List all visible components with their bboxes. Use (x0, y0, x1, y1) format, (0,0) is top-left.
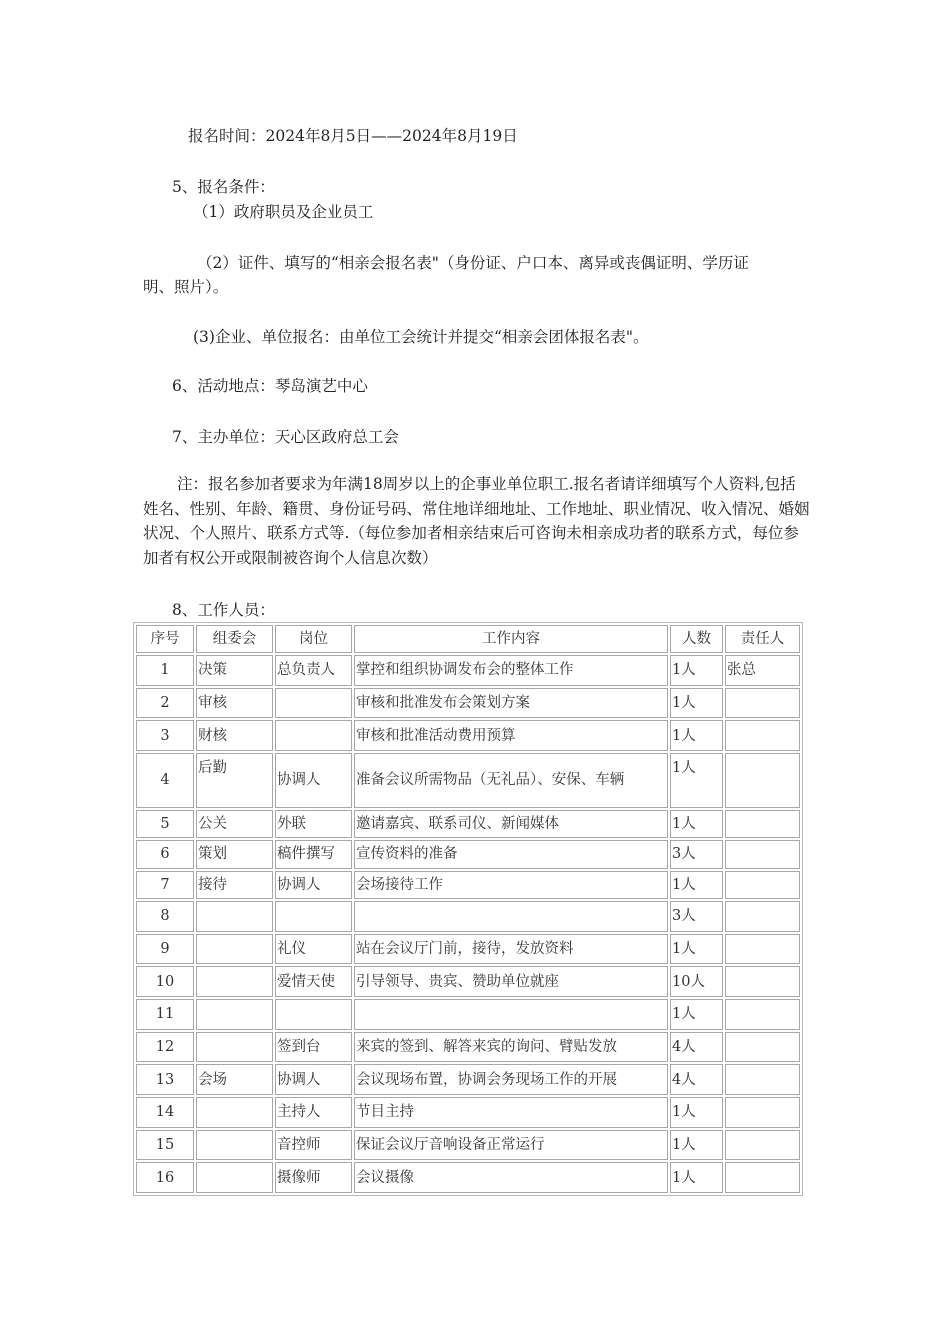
table-row (136, 655, 800, 686)
cell-committee (196, 934, 273, 965)
cell-post: 协调人 (275, 753, 352, 808)
cell-owner (725, 1064, 800, 1095)
cell-committee: 财核 (196, 720, 273, 751)
cell-content: 邀请嘉宾、联系司仪、新闻媒体 (354, 810, 668, 838)
table-row (136, 1130, 800, 1161)
cell-content (354, 999, 668, 1030)
table-row (136, 1064, 800, 1095)
header-owner: 责任人 (725, 625, 800, 653)
cell-no: 16 (136, 1162, 194, 1193)
cell-post: 主持人 (275, 1097, 352, 1128)
table-row (136, 934, 800, 965)
section5-item1: （1）政府职员及企业员工 (193, 203, 374, 221)
cell-content: 掌控和组织协调发布会的整体工作 (354, 655, 668, 686)
section5-item3: (3)企业、单位报名：由单位工会统计并提交“相亲会团体报名表"。 (193, 328, 649, 346)
cell-no: 7 (136, 871, 194, 899)
cell-count: 1人 (670, 720, 723, 751)
cell-committee (196, 1032, 273, 1063)
header-committee: 组委会 (196, 625, 273, 653)
cell-committee: 策划 (196, 840, 273, 868)
cell-post: 签到台 (275, 1032, 352, 1063)
cell-owner (725, 840, 800, 868)
cell-no: 9 (136, 934, 194, 965)
cell-post: 爱情天使 (275, 966, 352, 997)
table-row (136, 1097, 800, 1128)
cell-committee: 会场 (196, 1064, 273, 1095)
cell-post (275, 688, 352, 719)
cell-count: 1人 (670, 753, 723, 808)
cell-owner (725, 1162, 800, 1193)
table-row (136, 966, 800, 997)
cell-post (275, 720, 352, 751)
cell-post: 协调人 (275, 871, 352, 899)
cell-content: 会议现场布置，协调会务现场工作的开展 (354, 1064, 668, 1095)
cell-no: 10 (136, 966, 194, 997)
registration-time: 报名时间：2024年8月5日——2024年8月19日 (188, 127, 518, 145)
cell-post (275, 999, 352, 1030)
cell-owner (725, 871, 800, 899)
table-row (136, 720, 800, 751)
cell-owner (725, 901, 800, 932)
cell-no: 15 (136, 1130, 194, 1161)
cell-count: 3人 (670, 840, 723, 868)
cell-count: 1人 (670, 655, 723, 686)
header-count: 人数 (670, 625, 723, 653)
cell-committee: 公关 (196, 810, 273, 838)
cell-committee (196, 1130, 273, 1161)
table-row (136, 1162, 800, 1193)
table-row (136, 840, 800, 868)
cell-no: 11 (136, 999, 194, 1030)
cell-owner (725, 999, 800, 1030)
cell-committee: 接待 (196, 871, 273, 899)
cell-content: 节目主持 (354, 1097, 668, 1128)
cell-committee (196, 999, 273, 1030)
cell-count: 1人 (670, 934, 723, 965)
header-content: 工作内容 (354, 625, 668, 653)
staff-table (133, 622, 803, 1196)
cell-post: 稿件撰写 (275, 840, 352, 868)
cell-no: 3 (136, 720, 194, 751)
cell-no: 4 (136, 753, 194, 808)
section5-title: 5、报名条件： (172, 178, 275, 196)
cell-no: 2 (136, 688, 194, 719)
table-row (136, 810, 800, 838)
cell-no: 1 (136, 655, 194, 686)
section6-venue: 6、活动地点：琴岛演艺中心 (172, 377, 368, 395)
cell-content: 会议摄像 (354, 1162, 668, 1193)
cell-count: 4人 (670, 1032, 723, 1063)
cell-post: 摄像师 (275, 1162, 352, 1193)
cell-count: 4人 (670, 1064, 723, 1095)
cell-post (275, 901, 352, 932)
cell-committee: 决策 (196, 655, 273, 686)
table-header-row (136, 625, 800, 653)
cell-content: 准备会议所需物品（无礼品）、安保、车辆 (354, 753, 668, 808)
cell-committee (196, 1162, 273, 1193)
note-paragraph: 注：报名参加者要求为年满18周岁以上的企事业单位职工.报名者请详细填写个人资料,包括姓名、性别、年龄、籍贯、身份证号码、常住地详细地址、工作地址、职业情况、收入情况、婚姻状况、个人照片、联系方式等.（每位参加者相亲结束后可咨询未相亲成功者的联系方式，每位参加者有权公开或限制被咨询个人信息次数） (143, 475, 810, 567)
cell-no: 14 (136, 1097, 194, 1128)
section7-organizer: 7、主办单位：天心区政府总工会 (172, 428, 399, 446)
cell-count: 1人 (670, 1097, 723, 1128)
cell-owner (725, 966, 800, 997)
cell-content: 审核和批准活动费用预算 (354, 720, 668, 751)
cell-content: 宣传资料的准备 (354, 840, 668, 868)
table-row (136, 1032, 800, 1063)
cell-post: 协调人 (275, 1064, 352, 1095)
cell-content: 保证会议厅音响设备正常运行 (354, 1130, 668, 1161)
cell-owner: 张总 (725, 655, 800, 686)
table-row (136, 999, 800, 1030)
cell-content: 来宾的签到、解答来宾的询问、臂贴发放 (354, 1032, 668, 1063)
cell-committee (196, 1097, 273, 1128)
cell-committee: 后勤 (196, 753, 273, 808)
cell-post: 外联 (275, 810, 352, 838)
cell-no: 8 (136, 901, 194, 932)
cell-committee: 审核 (196, 688, 273, 719)
cell-owner (725, 753, 800, 808)
header-no: 序号 (136, 625, 194, 653)
cell-committee (196, 966, 273, 997)
section5-item2-line2: 明、照片）。 (143, 278, 229, 296)
section5-item2-line1: （2）证件、填写的“相亲会报名表"（身份证、户口本、离异或丧偶证明、学历证 (197, 254, 749, 272)
table-row (136, 871, 800, 899)
cell-count: 1人 (670, 810, 723, 838)
cell-count: 3人 (670, 901, 723, 932)
cell-count: 1人 (670, 871, 723, 899)
cell-count: 10人 (670, 966, 723, 997)
cell-content: 审核和批准发布会策划方案 (354, 688, 668, 719)
cell-count: 1人 (670, 999, 723, 1030)
cell-no: 5 (136, 810, 194, 838)
table-row (136, 688, 800, 719)
cell-no: 6 (136, 840, 194, 868)
cell-owner (725, 1097, 800, 1128)
cell-post: 礼仪 (275, 934, 352, 965)
cell-count: 1人 (670, 688, 723, 719)
cell-no: 13 (136, 1064, 194, 1095)
cell-post: 总负责人 (275, 655, 352, 686)
table-row (136, 901, 800, 932)
cell-owner (725, 720, 800, 751)
table-row (136, 753, 800, 808)
cell-committee (196, 901, 273, 932)
cell-owner (725, 934, 800, 965)
cell-post: 音控师 (275, 1130, 352, 1161)
cell-content: 会场接待工作 (354, 871, 668, 899)
cell-count: 1人 (670, 1130, 723, 1161)
cell-content (354, 901, 668, 932)
cell-content: 引导领导、贵宾、赞助单位就座 (354, 966, 668, 997)
cell-owner (725, 1130, 800, 1161)
cell-owner (725, 1032, 800, 1063)
cell-no: 12 (136, 1032, 194, 1063)
cell-owner (725, 688, 800, 719)
section8-title: 8、工作人员： (172, 601, 275, 619)
cell-content: 站在会议厅门前，接待，发放资料 (354, 934, 668, 965)
cell-owner (725, 810, 800, 838)
cell-count: 1人 (670, 1162, 723, 1193)
header-post: 岗位 (275, 625, 352, 653)
